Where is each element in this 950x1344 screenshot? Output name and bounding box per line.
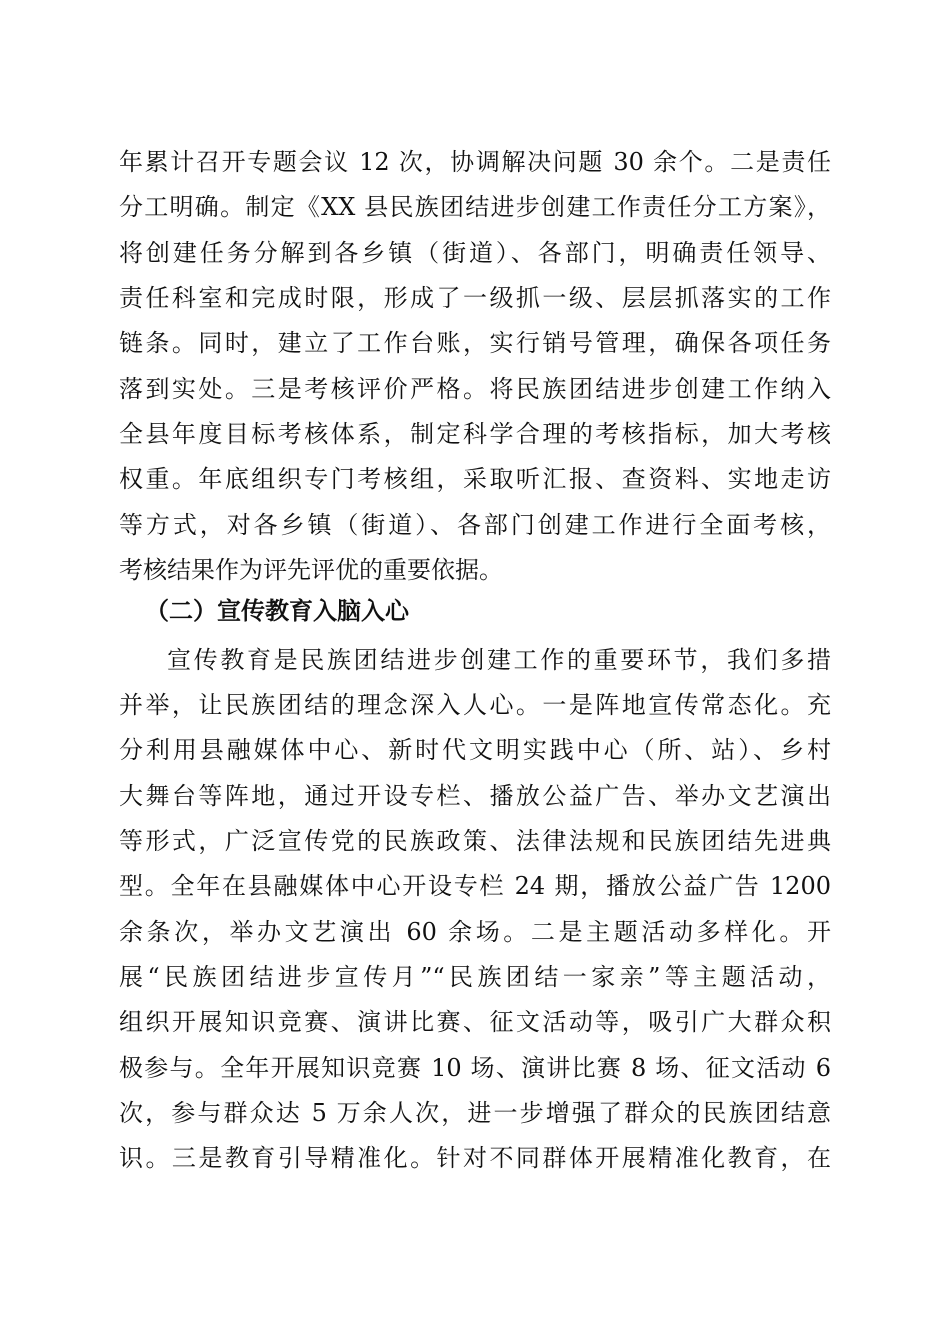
- text-line: 等形式，广泛宣传党的民族政策、法律法规和民族团结先进典: [119, 827, 831, 855]
- text-line: 大舞台等阵地，通过开设专栏、播放公益广告、举办文艺演出: [119, 782, 831, 810]
- text-line: 组织开展知识竞赛、演讲比赛、征文活动等，吸引广大群众积: [119, 1008, 831, 1036]
- text-line: 年累计召开专题会议 12 次，协调解决问题 30 余个。二是责任: [119, 148, 831, 176]
- text-line: 宣传教育是民族团结进步创建工作的重要环节，我们多措: [167, 646, 831, 674]
- text-line: 分工明确。制定《XX 县民族团结进步创建工作责任分工方案》，: [119, 193, 831, 221]
- text-line: 型。全年在县融媒体中心开设专栏 24 期，播放公益广告 1200: [119, 872, 831, 900]
- text-line: 链条。同时，建立了工作台账，实行销号管理，确保各项任务: [119, 329, 831, 357]
- text-line: 责任科室和完成时限，形成了一级抓一级、层层抓落实的工作: [119, 284, 831, 312]
- text-line: 权重。年底组织专门考核组，采取听汇报、查资料、实地走访: [119, 465, 831, 493]
- text-line: 等方式，对各乡镇（街道）、各部门创建工作进行全面考核，: [119, 511, 831, 539]
- text-line: 分利用县融媒体中心、新时代文明实践中心（所、站）、乡村: [119, 736, 831, 764]
- text-line: 落到实处。三是考核评价严格。将民族团结进步创建工作纳入: [119, 375, 831, 403]
- text-line: 并举，让民族团结的理念深入人心。一是阵地宣传常态化。充: [119, 691, 831, 719]
- text-line: 考核结果作为评先评优的重要依据。: [119, 556, 503, 584]
- text-line: 余条次，举办文艺演出 60 余场。二是主题活动多样化。开: [119, 918, 831, 946]
- text-line: 次，参与群众达 5 万余人次，进一步增强了群众的民族团结意: [119, 1099, 831, 1127]
- text-line: 将创建任务分解到各乡镇（街道）、各部门，明确责任领导、: [119, 239, 831, 267]
- section-heading: （二）宣传教育入脑入心: [145, 597, 409, 625]
- text-line: 极参与。全年开展知识竞赛 10 场、演讲比赛 8 场、征文活动 6: [119, 1054, 831, 1082]
- text-line: 识。三是教育引导精准化。针对不同群体开展精准化教育，在: [119, 1144, 831, 1172]
- text-line: 展“民族团结进步宣传月”“民族团结一家亲”等主题活动，: [119, 963, 831, 991]
- text-line: 全县年度目标考核体系，制定科学合理的考核指标，加大考核: [119, 420, 831, 448]
